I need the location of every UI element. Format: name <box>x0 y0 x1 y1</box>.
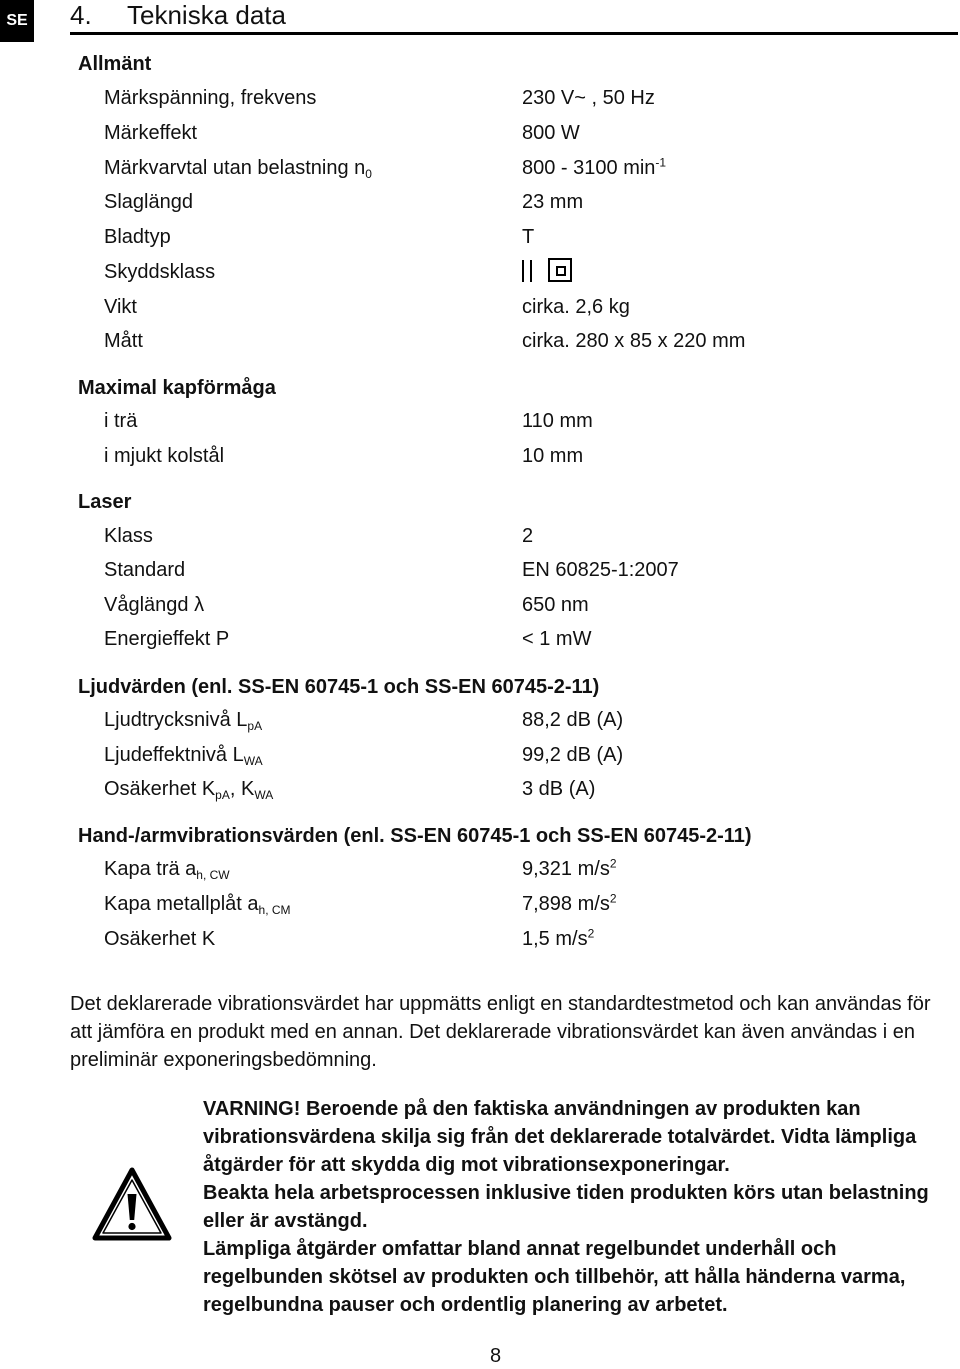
spec-value <box>522 892 617 916</box>
warning-triangle-icon <box>92 1166 172 1242</box>
spec-value: 3 dB (A) <box>522 778 596 800</box>
spec-label: Klass <box>104 525 153 547</box>
spec-value: 10 mm <box>522 445 584 467</box>
spec-label-text: Ljudeffektnivå L <box>104 744 244 766</box>
spec-value: EN 60825-1:2007 <box>522 559 679 581</box>
spec-label: Skyddsklass <box>104 261 216 283</box>
double-insulation-inner-square <box>556 266 566 276</box>
spec-label <box>104 156 372 182</box>
spec-value-text: 9,321 m/s <box>522 858 610 880</box>
section-laser-title: Laser <box>78 491 132 513</box>
spec-label: Mått <box>104 330 143 352</box>
warning-paragraph: VARNING! Beroende på den faktiska användningen av produkten kan vibrationsvärdena skilja sig från det deklarerade totalvärdet. Vidta lämpliga åtgärder för att skydda dig mot vibrationsexponeringar. <box>203 1098 917 1176</box>
section-number: 4. <box>70 0 92 30</box>
language-badge: SE <box>0 0 34 42</box>
warning-block <box>203 1095 943 1319</box>
spec-value-superscript: 2 <box>609 891 617 906</box>
spec-label: Slaglängd <box>104 191 193 213</box>
page-title: Tekniska data <box>127 0 286 30</box>
double-insulation-square <box>548 258 572 282</box>
spec-label: Våglängd λ <box>104 594 205 616</box>
spec-label-text: Märkvarvtal utan belastning n <box>104 157 366 179</box>
spec-label <box>104 857 230 883</box>
spec-value-superscript: 2 <box>587 926 595 941</box>
spec-label: Märkspänning, frekvens <box>104 87 317 109</box>
spec-label-text: Kapa metallplåt a <box>104 893 259 915</box>
spec-value: < 1 mW <box>522 628 592 650</box>
spec-label: i trä <box>104 410 138 432</box>
protection-class-bar <box>530 260 532 282</box>
spec-value: cirka. 280 x 85 x 220 mm <box>522 330 746 352</box>
spec-label: Bladtyp <box>104 226 171 248</box>
spec-value: 99,2 dB (A) <box>522 744 624 766</box>
spec-value <box>522 156 666 180</box>
spec-value: 23 mm <box>522 191 584 213</box>
spec-value: 650 nm <box>522 594 589 616</box>
spec-value-superscript: 2 <box>609 856 617 871</box>
spec-label <box>104 777 273 803</box>
spec-value-text: 7,898 m/s <box>522 893 610 915</box>
spec-value: 110 mm <box>522 410 593 432</box>
spec-label: Märkeffekt <box>104 122 197 144</box>
spec-label <box>104 708 262 734</box>
spec-label: Standard <box>104 559 186 581</box>
spec-label-subscript: WA <box>254 788 274 802</box>
spec-value <box>522 927 594 951</box>
warning-paragraph: Beakta hela arbetsprocessen inklusive tiden produkten körs utan belastning eller är avstängd. <box>203 1182 929 1232</box>
spec-value <box>522 857 617 881</box>
protection-class-bar <box>522 260 524 282</box>
spec-label-subscript: WA <box>243 754 263 768</box>
spec-value-text: 800 - 3100 min <box>522 157 656 179</box>
page-number: 8 <box>490 1345 502 1367</box>
spec-label: Energieffekt P <box>104 628 230 650</box>
spec-label: Vikt <box>104 296 137 318</box>
page-header <box>70 0 960 40</box>
section-sound-title: Ljudvärden (enl. SS-EN 60745-1 och SS-EN 60745-2-11) <box>78 676 600 698</box>
spec-value: 800 W <box>522 122 580 144</box>
spec-label-subscript: h, CM <box>258 903 291 917</box>
section-general-title: Allmänt <box>78 53 152 75</box>
spec-label-text: , K <box>229 778 255 800</box>
spec-value: 2 <box>522 525 534 547</box>
spec-label-text: Kapa trä a <box>104 858 197 880</box>
spec-label-text: Ljudtrycksnivå L <box>104 709 248 731</box>
warning-paragraph: Lämpliga åtgärder omfattar bland annat regelbundet underhåll och regelbunden skötsel av produkten och tillbehör, att hålla händerna varma, regelbundna pauser och ordentlig planering av arbetet. <box>203 1238 906 1316</box>
spec-label: Osäkerhet K <box>104 928 216 950</box>
section-cutting-title: Maximal kapförmåga <box>78 377 276 399</box>
spec-label <box>104 743 263 769</box>
declaration-paragraph: Det deklarerade vibrationsvärdet har uppmätts enligt en standardtestmetod och kan användas för att jämföra en produkt med en annan. Det deklarerade vibrationsvärdet kan även användas i en preliminär exponeringsbedömning. <box>70 993 931 1071</box>
spec-value: 230 V~ , 50 Hz <box>522 87 655 109</box>
spec-label-subscript: pA <box>247 719 263 733</box>
spec-value-superscript: -1 <box>655 155 667 170</box>
spec-value: 88,2 dB (A) <box>522 709 624 731</box>
section-vibration-title: Hand-/armvibrationsvärden (enl. SS-EN 60745-1 och SS-EN 60745-2-11) <box>78 825 752 847</box>
protection-class-ii-icon <box>522 258 582 286</box>
spec-label-subscript: h, CW <box>196 868 230 882</box>
spec-label-text: Osäkerhet K <box>104 778 216 800</box>
spec-value: T <box>522 226 535 248</box>
spec-value-text: 1,5 m/s <box>522 928 588 950</box>
spec-label-subscript: pA <box>215 788 230 802</box>
spec-label: i mjukt kolstål <box>104 445 225 467</box>
spec-label <box>104 892 291 918</box>
spec-label-subscript: 0 <box>365 167 372 181</box>
header-rule <box>70 32 958 35</box>
spec-value: cirka. 2,6 kg <box>522 296 630 318</box>
